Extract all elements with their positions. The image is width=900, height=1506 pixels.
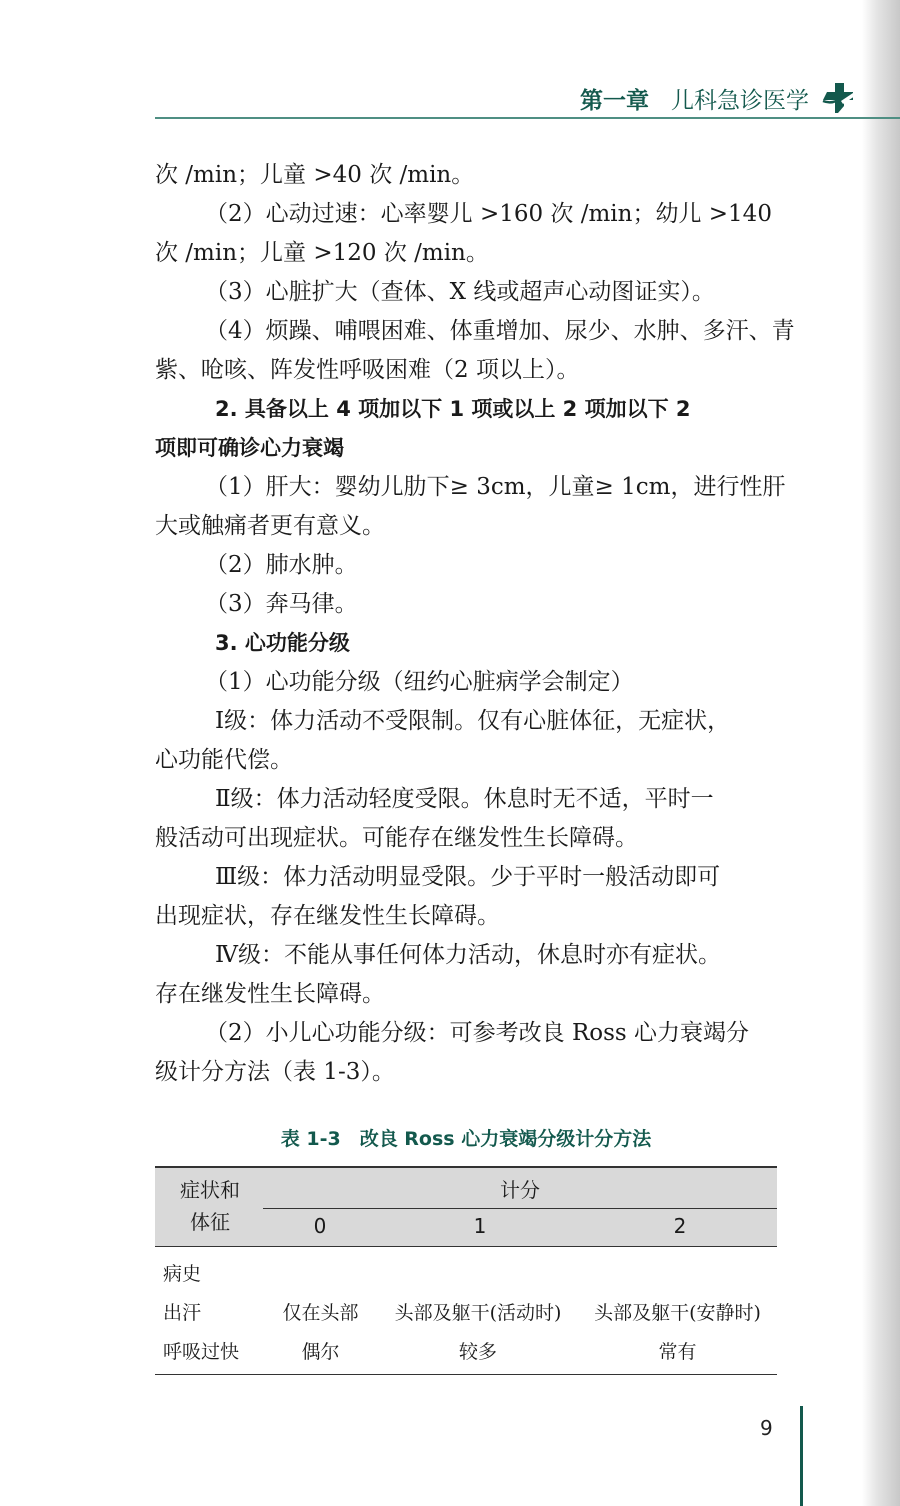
- paragraph-line: 心功能代偿。: [155, 747, 293, 773]
- table-row: [155, 1292, 777, 1331]
- paragraph-line: 出现症状，存在继发性生长障碍。: [155, 903, 500, 929]
- header-cell-line: 症状和: [180, 1178, 240, 1202]
- paragraph-line: 紫、呛咳、阵发性呼吸困难（2 项以上）。: [155, 357, 580, 383]
- table-cell: 头部及躯干(安静时): [594, 1302, 761, 1324]
- score-col-0: 0: [313, 1214, 327, 1238]
- running-header: [580, 78, 859, 118]
- header-cell-line: 体征: [190, 1210, 230, 1234]
- header-rule: [155, 117, 900, 119]
- table-cell: 头部及躯干(活动时): [394, 1302, 562, 1324]
- table-header: [155, 1166, 777, 1247]
- paragraph-line: （3）奔马律。: [205, 591, 358, 617]
- table-cell: 病史: [163, 1263, 202, 1285]
- table-cell: 出汗: [163, 1302, 202, 1324]
- paragraph-line: （1）肝大：婴幼儿肋下≥ 3cm，儿童≥ 1cm，进行性肝: [205, 474, 786, 500]
- paragraph-line: 级计分方法（表 1-3）。: [155, 1059, 395, 1085]
- score-col-1: 1: [473, 1214, 487, 1238]
- table-cell: 呼吸过快: [163, 1341, 240, 1363]
- chapter-title: 儿科急诊医学: [671, 87, 809, 114]
- table-row: [155, 1331, 777, 1370]
- paragraph-line: Ⅰ级：体力活动不受限制。仅有心脏体征，无症状，: [215, 708, 731, 734]
- table-caption: 表 1-3 改良 Ross 心力衰竭分级计分方法: [280, 1128, 652, 1150]
- paragraph-line: （2）小儿心功能分级：可参考改良 Ross 心力衰竭分: [205, 1020, 750, 1046]
- section-heading: 项即可确诊心力衰竭: [155, 436, 344, 460]
- ross-score-table: [155, 1166, 777, 1375]
- paragraph-line: 大或触痛者更有意义。: [155, 513, 385, 539]
- table-cell: 偶尔: [301, 1341, 340, 1363]
- medical-cross-logo-icon: [821, 81, 859, 115]
- page-number: 9: [760, 1416, 773, 1440]
- score-col-2: 2: [673, 1214, 687, 1238]
- table-cell: 常有: [658, 1341, 697, 1363]
- paragraph-line: Ⅲ级：体力活动明显受限。少于平时一般活动即可: [215, 864, 721, 890]
- paragraph-line: 次 /min；儿童 >120 次 /min。: [155, 240, 489, 266]
- section-heading: 3. 心功能分级: [215, 631, 350, 655]
- body-text: [155, 156, 795, 1092]
- section-heading: 2. 具备以上 4 项加以下 1 项或以上 2 项加以下 2: [215, 397, 691, 421]
- paragraph-line: 般活动可出现症状。可能存在继发性生长障碍。: [155, 825, 638, 851]
- table-cell: 较多: [458, 1341, 497, 1363]
- paragraph-line: （2）心动过速：心率婴儿 >160 次 /min；幼儿 >140: [205, 201, 772, 227]
- paragraph-line: （2）肺水肿。: [205, 552, 358, 578]
- table-row: [155, 1253, 777, 1292]
- paragraph-line: （3）心脏扩大（查体、X 线或超声心动图证实）。: [205, 279, 715, 305]
- table-body: [155, 1247, 777, 1375]
- paragraph-line: （1）心功能分级（纽约心脏病学会制定）: [205, 669, 634, 695]
- paragraph-line: Ⅳ级：不能从事任何体力活动，休息时亦有症状。: [215, 942, 721, 968]
- header-cell-symptoms: [155, 1174, 265, 1238]
- paragraph-line: 存在继发性生长障碍。: [155, 981, 385, 1007]
- paragraph-line: Ⅱ级：体力活动轻度受限。休息时无不适，平时一: [215, 786, 714, 812]
- header-divider: [263, 1208, 777, 1209]
- table-cell: 仅在头部: [282, 1302, 359, 1324]
- paragraph-line: （4）烦躁、哺喂困难、体重增加、尿少、水肿、多汗、青: [205, 318, 795, 344]
- page-edge-shadow: [862, 0, 900, 1506]
- paragraph-line: 次 /min；儿童 >40 次 /min。: [155, 162, 475, 188]
- page-number-rule: [800, 1406, 803, 1506]
- header-cell-score: 计分: [500, 1178, 540, 1202]
- chapter-label: 第一章: [580, 87, 649, 114]
